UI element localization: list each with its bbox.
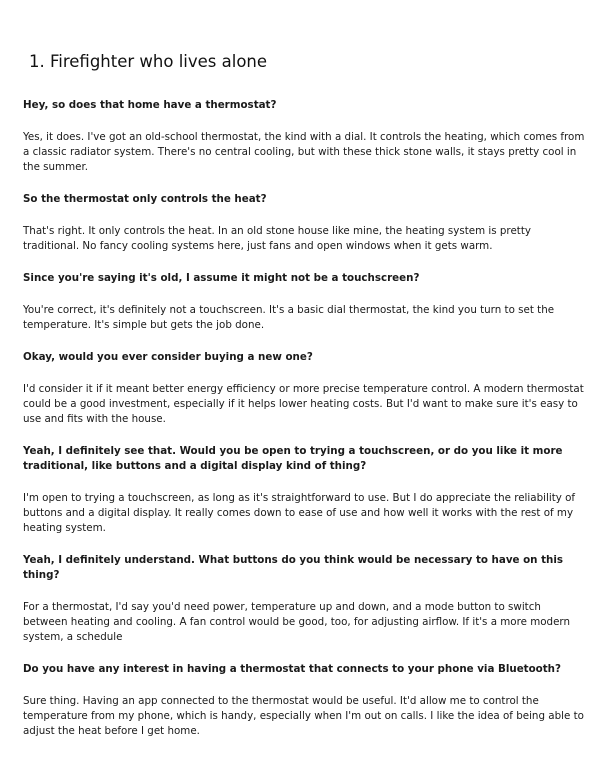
answer-text: For a thermostat, I'd say you'd need power, temperature up and down, and a mode button to switch between heating and cooling. A fan control would be good, too, for adjusting airflow. If it's a more modern system, a schedule — [23, 601, 571, 643]
qa-item — [23, 271, 586, 333]
answer-text: You're correct, it's definitely not a touchscreen. It's a basic dial thermostat, the kind you turn to set the temperature. It's simple but gets the job done. — [23, 304, 555, 331]
qa-item — [23, 444, 586, 536]
qa-item — [23, 98, 586, 175]
question-text: Okay, would you ever consider buying a new one? — [23, 351, 313, 363]
qa-item — [23, 553, 586, 645]
qa-item — [23, 350, 586, 427]
question-text: Do you have any interest in having a thermostat that connects to your phone via Bluetooth? — [23, 663, 561, 675]
answer-text: Yes, it does. I've got an old-school thermostat, the kind with a dial. It controls the heating, which comes from a classic radiator system. There's no central cooling, but with these thick stone walls, it stays pretty cool in the summer. — [23, 131, 585, 173]
question-text: Hey, so does that home have a thermostat? — [23, 99, 277, 111]
answer-text: I'm open to trying a touchscreen, as long as it's straightforward to use. But I do appreciate the reliability of buttons and a digital display. It really comes down to ease of use and how well it works with the rest of my heating system. — [23, 492, 576, 534]
question-text: Since you're saying it's old, I assume it might not be a touchscreen? — [23, 272, 420, 284]
answer-text: That's right. It only controls the heat. In an old stone house like mine, the heating system is pretty traditional. No fancy cooling systems here, just fans and open windows when it gets warm. — [23, 225, 531, 252]
qa-item — [23, 662, 586, 739]
document-title: 1. Firefighter who lives alone — [29, 52, 268, 71]
question-text: So the thermostat only controls the heat? — [23, 193, 267, 205]
answer-text: I'd consider it if it meant better energy efficiency or more precise temperature control. A modern thermostat could be a good investment, especially if it helps lower heating costs. But I'd want to make sure it's easy to use and fits with the house. — [23, 383, 584, 425]
question-text: Yeah, I definitely understand. What buttons do you think would be necessary to have on this thing? — [23, 554, 564, 581]
qa-item — [23, 192, 586, 254]
question-text: Yeah, I definitely see that. Would you be open to trying a touchscreen, or do you like it more traditional, like buttons and a digital display kind of thing? — [23, 445, 563, 472]
answer-text: Sure thing. Having an app connected to the thermostat would be useful. It'd allow me to control the temperature from my phone, which is handy, especially when I'm out on calls. I like the idea of being able to adjust the heat before I get home. — [23, 695, 584, 737]
